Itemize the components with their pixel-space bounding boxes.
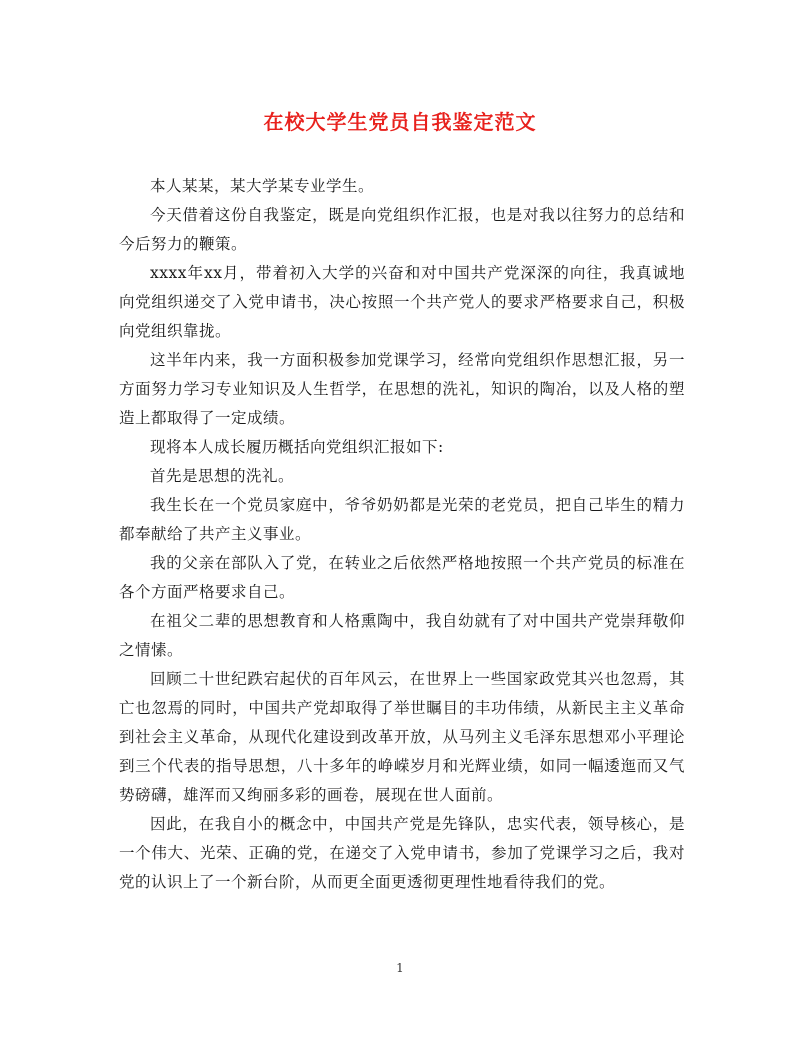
paragraph: 现将本人成长履历概括向党组织汇报如下: [150, 438, 444, 456]
paragraph: 回顾二十世纪跌宕起伏的百年风云，在世界上一些国家政党其兴也忽焉，其亡也忽焉的同时，中国共产党却取得了举世瞩目的丰功伟绩，从新民主主义革命到社会主义革命，从现代化建设到改革开放，从马列主义毛泽东思想邓小平理论到三个代表的指导思想，八十多年的峥嵘岁月和光辉业绩，如同一幅逶迤而又气势磅礴，雄浑而又绚丽多彩的画卷，展现在世人面前。 [119, 670, 685, 804]
document-body [119, 172, 685, 897]
document-title: 在校大学生党员自我鉴定范文 [263, 110, 537, 134]
paragraph: 本人某某，某大学某专业学生。 [150, 177, 375, 195]
paragraph: 因此，在我自小的概念中，中国共产党是先锋队，忠实代表，领导核心，是一个伟大、光荣、正确的党，在递交了入党申请书，参加了党课学习之后，我对党的认识上了一个新台阶，从而更全面更透彻更理性地看待我们的党。 [119, 815, 685, 891]
paragraph: xxxx年xx月，带着初入大学的兴奋和对中国共产党深深的向往，我真诚地向党组织递交了入党申请书，决心按照一个共产党人的要求严格要求自己，积极向党组织靠拢。 [119, 264, 685, 340]
paragraph: 在祖父二辈的思想教育和人格熏陶中，我自幼就有了对中国共产党崇拜敬仰之情愫。 [119, 612, 685, 659]
paragraph: 我生长在一个党员家庭中，爷爷奶奶都是光荣的老党员，把自己毕生的精力都奉献给了共产主义事业。 [119, 496, 685, 543]
page-number: 1 [396, 961, 404, 975]
paragraph: 首先是思想的洗礼。 [150, 467, 295, 485]
paragraph: 我的父亲在部队入了党，在转业之后依然严格地按照一个共产党员的标准在各个方面严格要求自己。 [119, 554, 685, 601]
paragraph: 这半年内来，我一方面积极参加党课学习，经常向党组织作思想汇报，另一方面努力学习专业知识及人生哲学，在思想的洗礼，知识的陶冶，以及人格的塑造上都取得了一定成绩。 [119, 351, 685, 427]
paragraph: 今天借着这份自我鉴定，既是向党组织作汇报，也是对我以往努力的总结和今后努力的鞭策。 [119, 206, 685, 253]
